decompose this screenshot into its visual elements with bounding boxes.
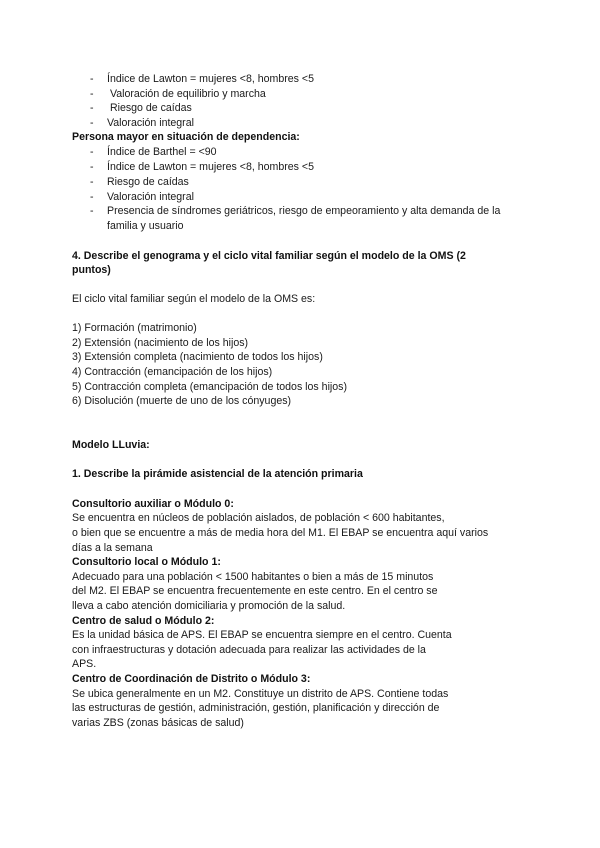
m2-text: Es la unidad básica de APS. El EBAP se encuentra siempre en el centro. Cuenta bbox=[72, 629, 452, 641]
bullet-dash: - bbox=[90, 205, 94, 217]
m0-text: Se encuentra en núcleos de población aislados, de población < 600 habitantes, bbox=[72, 512, 445, 524]
bullet-dash: - bbox=[90, 191, 94, 203]
m2-text: con infraestructuras y dotación adecuada para realizar las actividades de la bbox=[72, 644, 426, 656]
bullet-dash: - bbox=[90, 146, 94, 158]
bullet-dash: - bbox=[90, 176, 94, 188]
model-heading: Modelo LLuvia: bbox=[72, 439, 150, 451]
m0-text: o bien que se encuentre a más de media hora del M1. El EBAP se encuentra aquí varios bbox=[72, 527, 489, 539]
stage-item: 6) Disolución (muerte de uno de los cónyuges) bbox=[72, 395, 292, 407]
m0-heading: Consultorio auxiliar o Módulo 0: bbox=[72, 498, 234, 510]
stage-item: 1) Formación (matrimonio) bbox=[72, 322, 197, 334]
m2-text: APS. bbox=[72, 658, 97, 670]
list-item: Valoración integral bbox=[107, 117, 194, 129]
m1-heading: Consultorio local o Módulo 1: bbox=[72, 556, 221, 568]
stage-item: 3) Extensión completa (nacimiento de todos los hijos) bbox=[72, 351, 323, 363]
bullet-dash: - bbox=[90, 117, 94, 129]
dependencia-heading: Persona mayor en situación de dependencia: bbox=[72, 131, 300, 143]
q1-heading: 1. Describe la pirámide asistencial de la atención primaria bbox=[72, 468, 363, 480]
list-item: Valoración integral bbox=[107, 191, 194, 203]
m3-heading: Centro de Coordinación de Distrito o Módulo 3: bbox=[72, 673, 311, 685]
stage-item: 5) Contracción completa (emancipación de todos los hijos) bbox=[72, 381, 347, 393]
q4-intro: El ciclo vital familiar según el modelo de la OMS es: bbox=[72, 293, 316, 305]
q4-heading-line1: 4. Describe el genograma y el ciclo vital familiar según el modelo de la OMS (2 bbox=[72, 250, 466, 262]
bullet-dash: - bbox=[90, 73, 94, 85]
list-item: Índice de Lawton = mujeres <8, hombres <5 bbox=[107, 73, 314, 85]
stage-item: 2) Extensión (nacimiento de los hijos) bbox=[72, 337, 249, 349]
m1-text: del M2. El EBAP se encuentra frecuentemente en este centro. En el centro se bbox=[72, 585, 438, 597]
list-item: Presencia de síndromes geriátricos, riesgo de empeoramiento y alta demanda de la bbox=[107, 205, 501, 217]
list-item: Riesgo de caídas bbox=[107, 102, 192, 114]
m3-text: Se ubica generalmente en un M2. Constituye un distrito de APS. Contiene todas bbox=[72, 688, 449, 700]
m3-text: varias ZBS (zonas básicas de salud) bbox=[72, 717, 244, 729]
m1-text: Adecuado para una población < 1500 habitantes o bien a más de 15 minutos bbox=[72, 571, 434, 583]
list-item: Valoración de equilibrio y marcha bbox=[107, 88, 266, 100]
bullet-dash: - bbox=[90, 161, 94, 173]
list-item: Riesgo de caídas bbox=[107, 176, 189, 188]
list-item: Índice de Barthel = <90 bbox=[107, 146, 217, 158]
m1-text: lleva a cabo atención domiciliaria y promoción de la salud. bbox=[72, 600, 346, 612]
list-item: Índice de Lawton = mujeres <8, hombres <5 bbox=[107, 161, 314, 173]
list-item-continuation: familia y usuario bbox=[107, 220, 184, 232]
m3-text: las estructuras de gestión, administración, gestión, planificación y dirección de bbox=[72, 702, 440, 714]
m2-heading: Centro de salud o Módulo 2: bbox=[72, 615, 215, 627]
q4-heading-line2: puntos) bbox=[72, 264, 111, 276]
bullet-dash: - bbox=[90, 88, 94, 100]
stage-item: 4) Contracción (emancipación de los hijos) bbox=[72, 366, 273, 378]
m0-text: días a la semana bbox=[72, 542, 153, 554]
bullet-dash: - bbox=[90, 102, 94, 114]
